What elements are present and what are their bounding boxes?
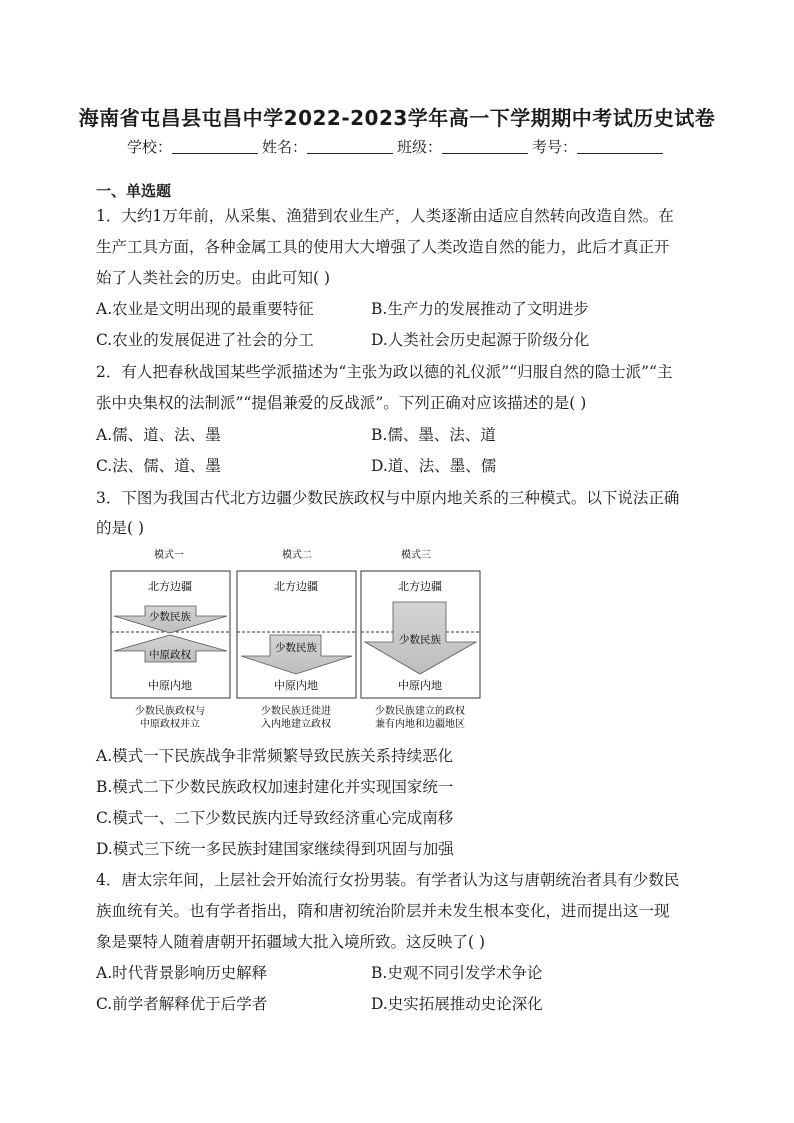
mode-3-label: 模式三 <box>401 550 431 561</box>
mode-1-down-arrow-label: 少数民族 <box>149 611 191 623</box>
mode-3-panel <box>361 548 480 730</box>
question-3-option-b[interactable]: B.模式二下少数民族政权加速封建化并实现国家统一 <box>96 778 454 796</box>
question-3-line-2: 的是( ) <box>96 519 145 537</box>
question-3-option-c[interactable]: C.模式一、二下少数民族内迁导致经济重心完成南移 <box>96 809 454 827</box>
question-2-line-2: 张中央集权的法制派”“提倡兼爱的反战派”。下列正确对应该描述的是( ) <box>96 394 587 412</box>
student-info-line <box>0 136 794 157</box>
mode-1-label: 模式一 <box>154 550 184 561</box>
mode-2-bottom-label: 中原内地 <box>274 679 318 692</box>
question-2-option-b[interactable]: B.儒、墨、法、道 <box>371 426 496 444</box>
question-4-option-a[interactable]: A.时代背景影响历史解释 <box>96 964 268 982</box>
school-label: 学校： <box>126 138 172 156</box>
question-1-line-2: 生产工具方面，各种金属工具的使用大大增强了人类改造自然的能力，此后才真正开 <box>96 238 670 256</box>
question-1-option-d[interactable]: D.人类社会历史起源于阶级分化 <box>371 331 590 349</box>
mode-1-up-arrow-label: 中原政权 <box>149 649 191 661</box>
question-4-line-2: 族血统有关。也有学者指出，隋和唐初统治阶层并未发生根本变化，进而提出这一现 <box>96 902 670 920</box>
question-4-option-c[interactable]: C.前学者解释优于后学者 <box>96 995 268 1013</box>
mode-2-caption-line-2: 入内地建立政权 <box>261 719 331 730</box>
mode-3-bottom-label: 中原内地 <box>398 679 442 692</box>
question-2-option-a[interactable]: A.儒、道、法、墨 <box>96 426 221 444</box>
name-blank[interactable] <box>307 139 393 154</box>
mode-3-caption-line-1: 少数民族建立的政权 <box>375 706 465 717</box>
question-3-option-d[interactable]: D.模式三下统一多民族封建国家继续得到巩固与加强 <box>96 840 454 858</box>
question-1-line-1: 1．大约1万年前，从采集、渔猎到农业生产，人类逐渐由适应自然转向改造自然。在 <box>96 207 674 225</box>
question-2-option-d[interactable]: D.道、法、墨、儒 <box>371 457 497 475</box>
question-4-option-d[interactable]: D.史实拓展推动史论深化 <box>371 995 543 1013</box>
question-3-option-a[interactable]: A.模式一下民族战争非常频繁导致民族关系持续恶化 <box>96 747 454 765</box>
question-2-option-c[interactable]: C.法、儒、道、墨 <box>96 457 221 475</box>
question-1-option-b[interactable]: B.生产力的发展推动了文明进步 <box>371 300 589 318</box>
three-modes-diagram <box>108 544 484 734</box>
mode-2-top-label: 北方边疆 <box>274 580 318 593</box>
mode-2-down-arrow-label: 少数民族 <box>275 642 317 654</box>
mode-2-caption-line-1: 少数民族迁徙进 <box>261 706 331 717</box>
number-label: 考号： <box>532 138 578 156</box>
question-3-line-1: 3．下图为我国古代北方边疆少数民族政权与中原内地关系的三种模式。以下说法正确 <box>96 489 680 507</box>
class-blank[interactable] <box>442 139 528 154</box>
question-4-option-b[interactable]: B.史观不同引发学术争论 <box>371 964 543 982</box>
class-label: 班级： <box>397 138 443 156</box>
three-modes-figure <box>108 544 484 734</box>
question-2-line-1: 2．有人把春秋战国某些学派描述为“主张为政以德的礼仪派”“归服自然的隐士派”“主 <box>96 363 673 381</box>
exam-title: 海南省屯昌县屯昌中学2022-2023学年高一下学期期中考试历史试卷 <box>78 106 716 130</box>
mode-1-bottom-label: 中原内地 <box>148 679 192 692</box>
section-heading: 一、单选题 <box>96 182 172 200</box>
school-blank[interactable] <box>172 139 258 154</box>
question-4-line-3: 象是粟特人随着唐朝开拓疆域大批入境所致。这反映了( ) <box>96 933 486 951</box>
question-1-option-a[interactable]: A.农业是文明出现的最重要特征 <box>96 300 314 318</box>
mode-3-caption-line-2: 兼有内地和边疆地区 <box>375 719 465 730</box>
number-blank[interactable] <box>577 139 663 154</box>
mode-1-caption-line-2: 中原政权并立 <box>140 719 200 730</box>
mode-3-top-label: 北方边疆 <box>398 580 442 593</box>
mode-2-panel <box>237 548 356 730</box>
mode-1-panel <box>111 548 230 730</box>
mode-1-caption-line-1: 少数民族政权与 <box>135 706 205 717</box>
question-1-option-c[interactable]: C.农业的发展促进了社会的分工 <box>96 331 314 349</box>
question-4-line-1: 4．唐太宗年间，上层社会开始流行女扮男装。有学者认为这与唐朝统治者具有少数民 <box>96 871 680 889</box>
mode-2-label: 模式二 <box>282 550 312 561</box>
mode-1-top-label: 北方边疆 <box>148 580 192 593</box>
mode-3-down-arrow-label: 少数民族 <box>399 634 441 646</box>
name-label: 姓名： <box>261 138 307 156</box>
question-1-line-3: 始了人类社会的历史。由此可知( ) <box>96 269 331 287</box>
